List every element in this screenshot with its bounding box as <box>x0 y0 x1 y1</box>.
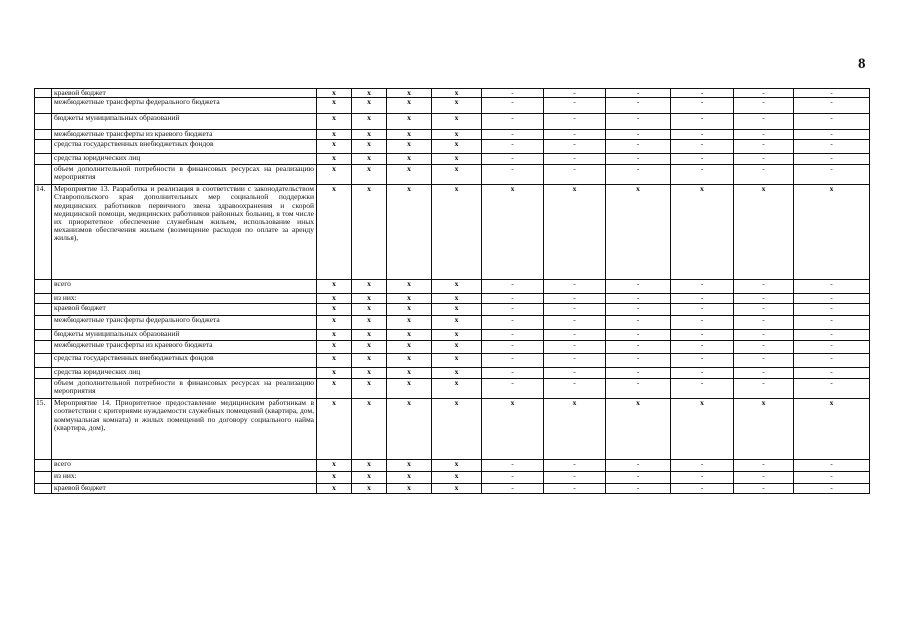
value-cell: - <box>734 140 794 154</box>
table-row <box>35 89 870 98</box>
value-cell: - <box>606 294 671 304</box>
value-cell: - <box>482 89 544 98</box>
value-cell: - <box>482 354 544 368</box>
value-cell: - <box>544 330 606 341</box>
value-cell: x <box>352 484 387 494</box>
value-cell: - <box>794 165 870 185</box>
value-cell: - <box>794 472 870 484</box>
value-cell: x <box>387 280 432 294</box>
value-cell: - <box>606 114 671 130</box>
value-cell: x <box>432 185 482 280</box>
value-cell: - <box>671 140 734 154</box>
value-cell: - <box>794 379 870 399</box>
value-cell: - <box>606 98 671 114</box>
value-cell: - <box>671 304 734 316</box>
value-cell: x <box>432 341 482 354</box>
value-cell: x <box>352 98 387 114</box>
row-number <box>35 98 52 114</box>
table-row <box>35 294 870 304</box>
value-cell: - <box>794 316 870 330</box>
value-cell: x <box>317 98 352 114</box>
value-cell: - <box>482 154 544 165</box>
value-cell: x <box>317 368 352 379</box>
value-cell: x <box>352 368 387 379</box>
value-cell: - <box>544 341 606 354</box>
value-cell: x <box>317 294 352 304</box>
value-cell: - <box>606 304 671 316</box>
row-number <box>35 379 52 399</box>
value-cell: x <box>387 399 432 460</box>
value-cell: - <box>606 330 671 341</box>
row-number: 15. <box>35 399 52 460</box>
value-cell: - <box>482 460 544 472</box>
value-cell: - <box>482 280 544 294</box>
row-name: межбюджетные трансферты федерального бюджета <box>52 316 317 330</box>
value-cell: - <box>794 354 870 368</box>
value-cell: - <box>544 89 606 98</box>
value-cell: - <box>544 304 606 316</box>
value-cell: - <box>606 341 671 354</box>
value-cell: - <box>544 354 606 368</box>
value-cell: - <box>544 130 606 140</box>
value-cell: - <box>544 316 606 330</box>
table-row <box>35 316 870 330</box>
value-cell: x <box>432 280 482 294</box>
value-cell: x <box>352 154 387 165</box>
value-cell: - <box>794 294 870 304</box>
value-cell: - <box>794 330 870 341</box>
value-cell: - <box>794 460 870 472</box>
value-cell: x <box>794 399 870 460</box>
value-cell: x <box>387 89 432 98</box>
value-cell: - <box>482 368 544 379</box>
value-cell: - <box>671 130 734 140</box>
value-cell: x <box>317 379 352 399</box>
value-cell: x <box>317 472 352 484</box>
value-cell: - <box>734 294 794 304</box>
table-row <box>35 460 870 472</box>
row-name: краевой бюджет <box>52 89 317 98</box>
value-cell: x <box>432 140 482 154</box>
value-cell: - <box>544 165 606 185</box>
value-cell: - <box>734 154 794 165</box>
table-row <box>35 280 870 294</box>
value-cell: x <box>317 280 352 294</box>
value-cell: x <box>432 316 482 330</box>
row-name: всего <box>52 280 317 294</box>
value-cell: - <box>671 472 734 484</box>
value-cell: - <box>734 460 794 472</box>
row-name: из них: <box>52 472 317 484</box>
value-cell: x <box>387 165 432 185</box>
value-cell: x <box>317 399 352 460</box>
value-cell: x <box>317 165 352 185</box>
value-cell: - <box>606 154 671 165</box>
row-number <box>35 89 52 98</box>
value-cell: - <box>734 316 794 330</box>
value-cell: x <box>352 341 387 354</box>
row-name: средства юридических лиц <box>52 368 317 379</box>
value-cell: x <box>317 484 352 494</box>
value-cell: - <box>671 379 734 399</box>
value-cell: x <box>352 460 387 472</box>
value-cell: - <box>606 165 671 185</box>
value-cell: x <box>352 114 387 130</box>
value-cell: x <box>387 379 432 399</box>
value-cell: - <box>482 98 544 114</box>
value-cell: - <box>671 114 734 130</box>
row-number: 14. <box>35 185 52 280</box>
value-cell: - <box>606 484 671 494</box>
value-cell: x <box>352 330 387 341</box>
value-cell: - <box>671 484 734 494</box>
value-cell: - <box>671 154 734 165</box>
value-cell: - <box>671 341 734 354</box>
value-cell: x <box>352 130 387 140</box>
row-name: средства юридических лиц <box>52 154 317 165</box>
row-number <box>35 130 52 140</box>
value-cell: x <box>432 98 482 114</box>
value-cell: - <box>794 484 870 494</box>
value-cell: - <box>794 341 870 354</box>
row-number <box>35 165 52 185</box>
table-row <box>35 165 870 185</box>
row-number <box>35 472 52 484</box>
value-cell: - <box>544 472 606 484</box>
value-cell: - <box>671 354 734 368</box>
row-number <box>35 330 52 341</box>
row-name: объем дополнительной потребности в финансовых ресурсах на реализацию мероприятия <box>52 165 317 185</box>
value-cell: - <box>482 165 544 185</box>
value-cell: x <box>352 280 387 294</box>
value-cell: - <box>734 280 794 294</box>
value-cell: - <box>482 484 544 494</box>
value-cell: x <box>432 304 482 316</box>
value-cell: - <box>606 89 671 98</box>
value-cell: x <box>734 185 794 280</box>
value-cell: x <box>387 341 432 354</box>
value-cell: - <box>544 368 606 379</box>
value-cell: x <box>671 399 734 460</box>
value-cell: - <box>606 280 671 294</box>
table-row <box>35 140 870 154</box>
row-name: бюджеты муниципальных образований <box>52 330 317 341</box>
value-cell: - <box>482 330 544 341</box>
row-name: межбюджетные трансферты из краевого бюджета <box>52 130 317 140</box>
value-cell: - <box>794 368 870 379</box>
row-name: из них: <box>52 294 317 304</box>
table-row <box>35 399 870 460</box>
value-cell: x <box>432 472 482 484</box>
value-cell: - <box>482 304 544 316</box>
value-cell: x <box>387 354 432 368</box>
table-row <box>35 472 870 484</box>
table-row <box>35 98 870 114</box>
row-name: средства государственных внебюджетных фондов <box>52 140 317 154</box>
value-cell: x <box>387 140 432 154</box>
value-cell: x <box>734 399 794 460</box>
row-number <box>35 368 52 379</box>
value-cell: x <box>317 304 352 316</box>
value-cell: - <box>671 165 734 185</box>
row-name: объем дополнительной потребности в финансовых ресурсах на реализацию мероприятия <box>52 379 317 399</box>
value-cell: x <box>432 114 482 130</box>
value-cell: x <box>482 185 544 280</box>
value-cell: x <box>317 460 352 472</box>
table-row <box>35 114 870 130</box>
value-cell: x <box>432 368 482 379</box>
row-number <box>35 140 52 154</box>
row-name: краевой бюджет <box>52 304 317 316</box>
row-number <box>35 294 52 304</box>
value-cell: - <box>482 130 544 140</box>
value-cell: - <box>606 472 671 484</box>
value-cell: x <box>352 399 387 460</box>
value-cell: x <box>352 89 387 98</box>
value-cell: - <box>544 280 606 294</box>
row-number <box>35 304 52 316</box>
value-cell: - <box>734 130 794 140</box>
value-cell: x <box>317 354 352 368</box>
value-cell: x <box>387 114 432 130</box>
value-cell: - <box>734 165 794 185</box>
row-number <box>35 316 52 330</box>
row-number <box>35 341 52 354</box>
value-cell: - <box>671 98 734 114</box>
value-cell: x <box>432 154 482 165</box>
row-name: межбюджетные трансферты федерального бюджета <box>52 98 317 114</box>
value-cell: x <box>352 304 387 316</box>
value-cell: x <box>387 185 432 280</box>
row-number <box>35 460 52 472</box>
value-cell: - <box>544 154 606 165</box>
value-cell: x <box>352 472 387 484</box>
value-cell: x <box>432 484 482 494</box>
value-cell: x <box>671 185 734 280</box>
value-cell: x <box>352 354 387 368</box>
value-cell: x <box>387 130 432 140</box>
value-cell: - <box>606 379 671 399</box>
table-row <box>35 368 870 379</box>
value-cell: - <box>671 330 734 341</box>
value-cell: x <box>432 294 482 304</box>
value-cell: - <box>606 354 671 368</box>
row-name: краевой бюджет <box>52 484 317 494</box>
value-cell: x <box>794 185 870 280</box>
value-cell: - <box>671 294 734 304</box>
value-cell: - <box>671 368 734 379</box>
value-cell: - <box>544 460 606 472</box>
value-cell: - <box>734 354 794 368</box>
value-cell: - <box>794 98 870 114</box>
table-row <box>35 484 870 494</box>
value-cell: - <box>734 379 794 399</box>
value-cell: x <box>387 98 432 114</box>
value-cell: - <box>606 460 671 472</box>
value-cell: - <box>482 472 544 484</box>
value-cell: - <box>734 484 794 494</box>
value-cell: - <box>671 89 734 98</box>
value-cell: - <box>544 379 606 399</box>
row-name: средства государственных внебюджетных фондов <box>52 354 317 368</box>
value-cell: x <box>387 294 432 304</box>
value-cell: x <box>387 460 432 472</box>
value-cell: x <box>432 460 482 472</box>
table-row <box>35 330 870 341</box>
page-number: 8 <box>858 56 866 72</box>
value-cell: x <box>317 114 352 130</box>
table-row <box>35 130 870 140</box>
value-cell: x <box>352 185 387 280</box>
value-cell: - <box>544 294 606 304</box>
table-row <box>35 304 870 316</box>
value-cell: - <box>734 330 794 341</box>
value-cell: x <box>387 304 432 316</box>
value-cell: - <box>606 140 671 154</box>
value-cell: x <box>432 330 482 341</box>
value-cell: - <box>482 316 544 330</box>
value-cell: x <box>432 165 482 185</box>
value-cell: - <box>606 368 671 379</box>
value-cell: x <box>544 185 606 280</box>
value-cell: x <box>482 399 544 460</box>
value-cell: - <box>544 484 606 494</box>
table-row <box>35 354 870 368</box>
value-cell: x <box>317 341 352 354</box>
value-cell: - <box>794 140 870 154</box>
value-cell: - <box>734 89 794 98</box>
value-cell: x <box>387 368 432 379</box>
value-cell: - <box>544 98 606 114</box>
value-cell: - <box>794 130 870 140</box>
value-cell: - <box>734 114 794 130</box>
value-cell: x <box>387 330 432 341</box>
row-number <box>35 114 52 130</box>
value-cell: - <box>671 316 734 330</box>
value-cell: - <box>734 368 794 379</box>
value-cell: x <box>387 316 432 330</box>
row-name: всего <box>52 460 317 472</box>
value-cell: - <box>794 280 870 294</box>
value-cell: x <box>317 89 352 98</box>
value-cell: - <box>734 304 794 316</box>
value-cell: x <box>432 130 482 140</box>
table-row <box>35 185 870 280</box>
value-cell: x <box>606 399 671 460</box>
row-name: бюджеты муниципальных образований <box>52 114 317 130</box>
value-cell: - <box>482 341 544 354</box>
value-cell: - <box>734 98 794 114</box>
row-name: межбюджетные трансферты из краевого бюджета <box>52 341 317 354</box>
value-cell: - <box>671 280 734 294</box>
value-cell: - <box>606 316 671 330</box>
value-cell: x <box>317 130 352 140</box>
value-cell: x <box>352 316 387 330</box>
value-cell: - <box>794 114 870 130</box>
value-cell: - <box>606 130 671 140</box>
value-cell: x <box>317 330 352 341</box>
row-number <box>35 354 52 368</box>
value-cell: x <box>432 89 482 98</box>
value-cell: - <box>482 294 544 304</box>
value-cell: x <box>317 140 352 154</box>
table-row <box>35 379 870 399</box>
table-row <box>35 154 870 165</box>
value-cell: x <box>387 484 432 494</box>
value-cell: x <box>387 154 432 165</box>
value-cell: x <box>317 185 352 280</box>
value-cell: x <box>352 140 387 154</box>
table-row <box>35 341 870 354</box>
value-cell: - <box>482 114 544 130</box>
value-cell: - <box>482 379 544 399</box>
row-number <box>35 484 52 494</box>
value-cell: - <box>544 140 606 154</box>
row-name: Мероприятие 13. Разработка и реализация в соответствии с законодательством Ставропольского края дополнительных мер социальной поддержки медицинских работников первичного звена здравоохранения и скорой медицинской помощи, медицинских работников районных больниц, в том числе их приоритетное обеспечение служебным жильем, использование иных механизмов обеспечения жильем (возмещение расходов по оплате за аренду жилья), <box>52 185 317 280</box>
value-cell: - <box>482 140 544 154</box>
value-cell: x <box>606 185 671 280</box>
value-cell: x <box>432 354 482 368</box>
row-number <box>35 280 52 294</box>
row-name: Мероприятие 14. Приоритетное предоставление медицинским работникам в соответствии с критериями нуждаемости служебных помещений (квартира, дом, коммунальная комната) и жилых помещений по договору социального найма (квартира, дом), <box>52 399 317 460</box>
value-cell: x <box>432 399 482 460</box>
value-cell: x <box>544 399 606 460</box>
value-cell: - <box>734 472 794 484</box>
value-cell: x <box>387 472 432 484</box>
value-cell: - <box>544 114 606 130</box>
value-cell: - <box>794 89 870 98</box>
budget-table <box>34 88 870 494</box>
value-cell: x <box>317 154 352 165</box>
value-cell: - <box>734 341 794 354</box>
value-cell: - <box>671 460 734 472</box>
value-cell: x <box>432 379 482 399</box>
value-cell: x <box>352 294 387 304</box>
value-cell: x <box>317 316 352 330</box>
value-cell: - <box>794 304 870 316</box>
value-cell: x <box>352 165 387 185</box>
value-cell: x <box>352 379 387 399</box>
row-number <box>35 154 52 165</box>
value-cell: - <box>794 154 870 165</box>
